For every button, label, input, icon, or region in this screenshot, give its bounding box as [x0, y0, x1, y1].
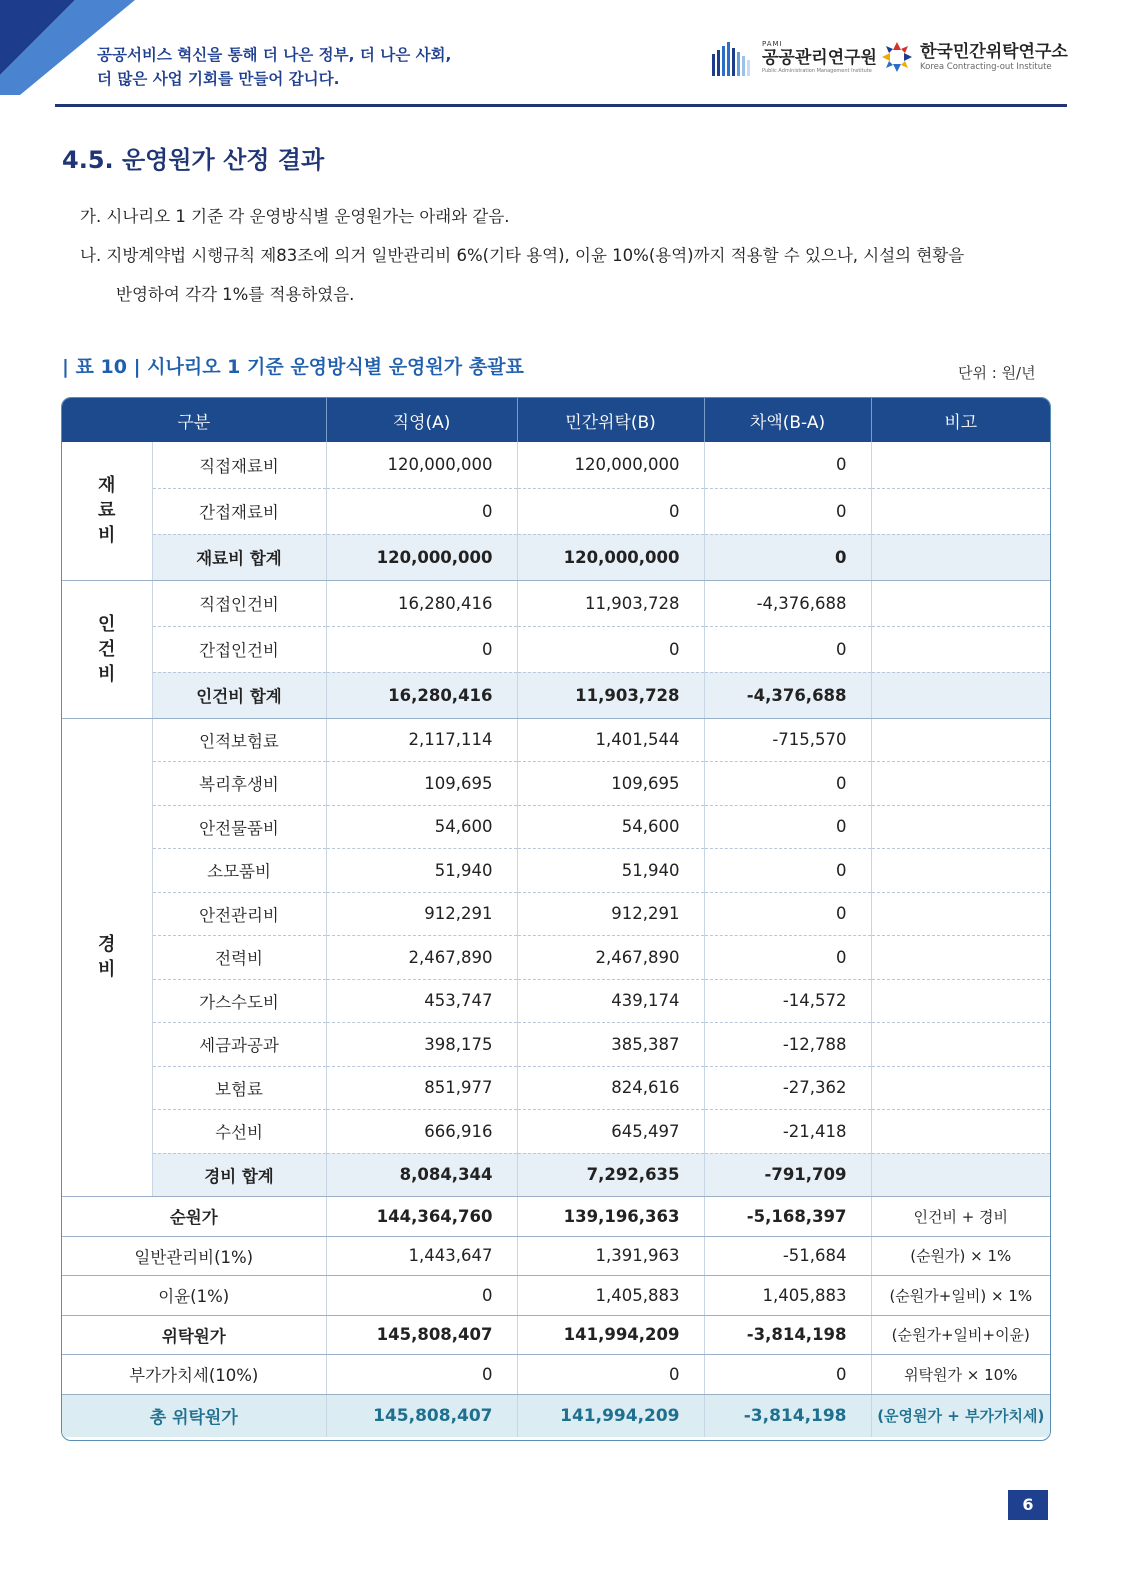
subtotal-direct: 16,280,416 — [326, 672, 517, 718]
direct-value: 453,747 — [326, 979, 517, 1023]
grand-total-row — [62, 1394, 1050, 1437]
pami-logo — [712, 40, 877, 76]
group-label-material — [62, 442, 152, 580]
slogan-line-2: 더 많은 사업 기회를 만들어 갑니다. — [97, 70, 340, 88]
difference-value: 0 — [704, 488, 871, 534]
subtotal-private: 120,000,000 — [517, 534, 704, 580]
note-cell — [871, 580, 1050, 626]
table-row — [62, 626, 1050, 672]
subtotal-row — [62, 672, 1050, 718]
private-value: 824,616 — [517, 1066, 704, 1110]
header-slogan — [97, 43, 451, 91]
pami-english-name: Public Administration Management Institute — [762, 68, 872, 74]
summary-private: 1,391,963 — [517, 1236, 704, 1276]
paragraph-2: 나. 지방계약법 시행규칙 제83조에 의거 일반관리비 6%(기타 용역), 이윤 10%(용역)까지 적용할 수 있으나, 시설의 현황을 — [80, 246, 965, 265]
summary-private: 1,405,883 — [517, 1276, 704, 1316]
private-value: 2,467,890 — [517, 936, 704, 980]
grand-total-label: 총 위탁원가 — [62, 1394, 326, 1437]
private-value: 54,600 — [517, 805, 704, 849]
note-cell — [871, 762, 1050, 806]
direct-value: 109,695 — [326, 762, 517, 806]
note-cell — [871, 1110, 1050, 1154]
summary-direct: 145,808,407 — [326, 1315, 517, 1355]
summary-difference: 1,405,883 — [704, 1276, 871, 1316]
summary-row — [62, 1276, 1050, 1316]
summary-label: 순원가 — [62, 1197, 326, 1237]
group-label-text: 경 비 — [98, 934, 116, 981]
summary-note: 위탁원가 × 10% — [871, 1355, 1050, 1395]
section-title: 4.5. 운영원가 산정 결과 — [62, 146, 325, 174]
private-value: 109,695 — [517, 762, 704, 806]
summary-row — [62, 1197, 1050, 1237]
note-cell — [871, 1066, 1050, 1110]
kci-logo — [880, 40, 1068, 74]
group-label-labor — [62, 580, 152, 718]
subtotal-label: 인건비 합계 — [152, 672, 326, 718]
cost-summary-table — [61, 397, 1051, 1441]
subtotal-private: 11,903,728 — [517, 672, 704, 718]
header-note: 비고 — [871, 398, 1050, 442]
difference-value: 0 — [704, 626, 871, 672]
pami-small-text: PAMI — [762, 40, 783, 48]
row-label: 안전물품비 — [152, 805, 326, 849]
difference-value: 0 — [704, 442, 871, 488]
direct-value: 912,291 — [326, 892, 517, 936]
private-value: 645,497 — [517, 1110, 704, 1154]
group-label-expense — [62, 718, 152, 1197]
note-cell — [871, 626, 1050, 672]
row-label: 보험료 — [152, 1066, 326, 1110]
subtotal-direct: 120,000,000 — [326, 534, 517, 580]
direct-value: 398,175 — [326, 1023, 517, 1067]
private-value: 120,000,000 — [517, 442, 704, 488]
direct-value: 54,600 — [326, 805, 517, 849]
difference-value: -27,362 — [704, 1066, 871, 1110]
summary-private: 0 — [517, 1355, 704, 1395]
note-cell — [871, 442, 1050, 488]
header-private: 민간위탁(B) — [517, 398, 704, 442]
note-cell — [871, 849, 1050, 893]
summary-difference: -51,684 — [704, 1236, 871, 1276]
subtotal-label: 경비 합계 — [152, 1153, 326, 1197]
summary-direct: 0 — [326, 1276, 517, 1316]
row-label: 안전관리비 — [152, 892, 326, 936]
note-cell — [871, 892, 1050, 936]
summary-direct: 144,364,760 — [326, 1197, 517, 1237]
difference-value: -4,376,688 — [704, 580, 871, 626]
subtotal-difference: -4,376,688 — [704, 672, 871, 718]
table-row — [62, 849, 1050, 893]
private-value: 385,387 — [517, 1023, 704, 1067]
difference-value: 0 — [704, 805, 871, 849]
row-label: 직접인건비 — [152, 580, 326, 626]
direct-value: 0 — [326, 626, 517, 672]
table-row — [62, 1023, 1050, 1067]
difference-value: 0 — [704, 892, 871, 936]
subtotal-difference: -791,709 — [704, 1153, 871, 1197]
subtotal-direct: 8,084,344 — [326, 1153, 517, 1197]
note-cell — [871, 936, 1050, 980]
difference-value: 0 — [704, 762, 871, 806]
direct-value: 2,467,890 — [326, 936, 517, 980]
table-row — [62, 805, 1050, 849]
difference-value: -21,418 — [704, 1110, 871, 1154]
direct-value: 16,280,416 — [326, 580, 517, 626]
grand-total-private: 141,994,209 — [517, 1394, 704, 1437]
summary-row — [62, 1315, 1050, 1355]
table-row — [62, 1110, 1050, 1154]
table-row — [62, 488, 1050, 534]
summary-note: (순원가) × 1% — [871, 1236, 1050, 1276]
summary-note: (순원가+일비) × 1% — [871, 1276, 1050, 1316]
table-row — [62, 979, 1050, 1023]
direct-value: 120,000,000 — [326, 442, 517, 488]
row-label: 소모품비 — [152, 849, 326, 893]
kci-name: 한국민간위탁연구소 — [920, 42, 1068, 62]
subtotal-note — [871, 1153, 1050, 1197]
row-label: 세금과공과 — [152, 1023, 326, 1067]
summary-row — [62, 1236, 1050, 1276]
private-value: 11,903,728 — [517, 580, 704, 626]
header-divider — [55, 104, 1067, 107]
subtotal-difference: 0 — [704, 534, 871, 580]
note-cell — [871, 1023, 1050, 1067]
note-cell — [871, 805, 1050, 849]
summary-label: 부가가치세(10%) — [62, 1355, 326, 1395]
table-row — [62, 580, 1050, 626]
table-row — [62, 442, 1050, 488]
summary-label: 이윤(1%) — [62, 1276, 326, 1316]
summary-difference: 0 — [704, 1355, 871, 1395]
header-category: 구분 — [62, 398, 326, 442]
slogan-line-1: 공공서비스 혁신을 통해 더 나은 정부, 더 나은 사회, — [97, 46, 452, 64]
difference-value: -715,570 — [704, 718, 871, 762]
summary-difference: -5,168,397 — [704, 1197, 871, 1237]
summary-label: 위탁원가 — [62, 1315, 326, 1355]
grand-total-direct: 145,808,407 — [326, 1394, 517, 1437]
private-value: 0 — [517, 488, 704, 534]
note-cell — [871, 488, 1050, 534]
paragraph-1: 가. 시나리오 1 기준 각 운영방식별 운영원가는 아래와 같음. — [80, 207, 510, 226]
pami-name: 공공관리연구원 — [762, 48, 877, 68]
subtotal-private: 7,292,635 — [517, 1153, 704, 1197]
subtotal-row — [62, 1153, 1050, 1197]
direct-value: 666,916 — [326, 1110, 517, 1154]
summary-difference: -3,814,198 — [704, 1315, 871, 1355]
table-row — [62, 762, 1050, 806]
summary-row — [62, 1355, 1050, 1395]
difference-value: 0 — [704, 849, 871, 893]
summary-direct: 1,443,647 — [326, 1236, 517, 1276]
table-row — [62, 718, 1050, 762]
grand-total-difference: -3,814,198 — [704, 1394, 871, 1437]
row-label: 가스수도비 — [152, 979, 326, 1023]
direct-value: 0 — [326, 488, 517, 534]
group-label-text: 재 료 비 — [98, 475, 116, 547]
header-direct: 직영(A) — [326, 398, 517, 442]
subtotal-row — [62, 534, 1050, 580]
table-caption: | 표 10 | 시나리오 1 기준 운영방식별 운영원가 총괄표 — [62, 356, 524, 378]
row-label: 간접인건비 — [152, 626, 326, 672]
difference-value: -14,572 — [704, 979, 871, 1023]
private-value: 51,940 — [517, 849, 704, 893]
table-header-row — [62, 398, 1050, 442]
summary-label: 일반관리비(1%) — [62, 1236, 326, 1276]
direct-value: 851,977 — [326, 1066, 517, 1110]
difference-value: -12,788 — [704, 1023, 871, 1067]
header-difference: 차액(B-A) — [704, 398, 871, 442]
row-label: 복리후생비 — [152, 762, 326, 806]
row-label: 간접재료비 — [152, 488, 326, 534]
group-label-text: 인 건 비 — [98, 613, 116, 685]
table-row — [62, 936, 1050, 980]
note-cell — [871, 718, 1050, 762]
kci-emblem-icon — [880, 40, 914, 74]
direct-value: 2,117,114 — [326, 718, 517, 762]
summary-note: 인건비 + 경비 — [871, 1197, 1050, 1237]
summary-note: (순원가+일비+이윤) — [871, 1315, 1050, 1355]
direct-value: 51,940 — [326, 849, 517, 893]
private-value: 1,401,544 — [517, 718, 704, 762]
row-label: 전력비 — [152, 936, 326, 980]
private-value: 439,174 — [517, 979, 704, 1023]
pami-bars-icon — [712, 40, 756, 76]
paragraph-2-continued: 반영하여 각각 1%를 적용하였음. — [116, 285, 355, 304]
table-row — [62, 892, 1050, 936]
row-label: 인적보험료 — [152, 718, 326, 762]
row-label: 직접재료비 — [152, 442, 326, 488]
summary-private: 141,994,209 — [517, 1315, 704, 1355]
subtotal-label: 재료비 합계 — [152, 534, 326, 580]
table-unit: 단위 : 원/년 — [958, 364, 1036, 382]
difference-value: 0 — [704, 936, 871, 980]
summary-private: 139,196,363 — [517, 1197, 704, 1237]
private-value: 912,291 — [517, 892, 704, 936]
note-cell — [871, 979, 1050, 1023]
summary-direct: 0 — [326, 1355, 517, 1395]
table-row — [62, 1066, 1050, 1110]
subtotal-note — [871, 672, 1050, 718]
row-label: 수선비 — [152, 1110, 326, 1154]
grand-total-note: (운영원가 + 부가가치세) — [871, 1394, 1050, 1437]
subtotal-note — [871, 534, 1050, 580]
kci-english-name: Korea Contracting-out Institute — [920, 62, 1052, 72]
page-number: 6 — [1008, 1490, 1048, 1520]
private-value: 0 — [517, 626, 704, 672]
